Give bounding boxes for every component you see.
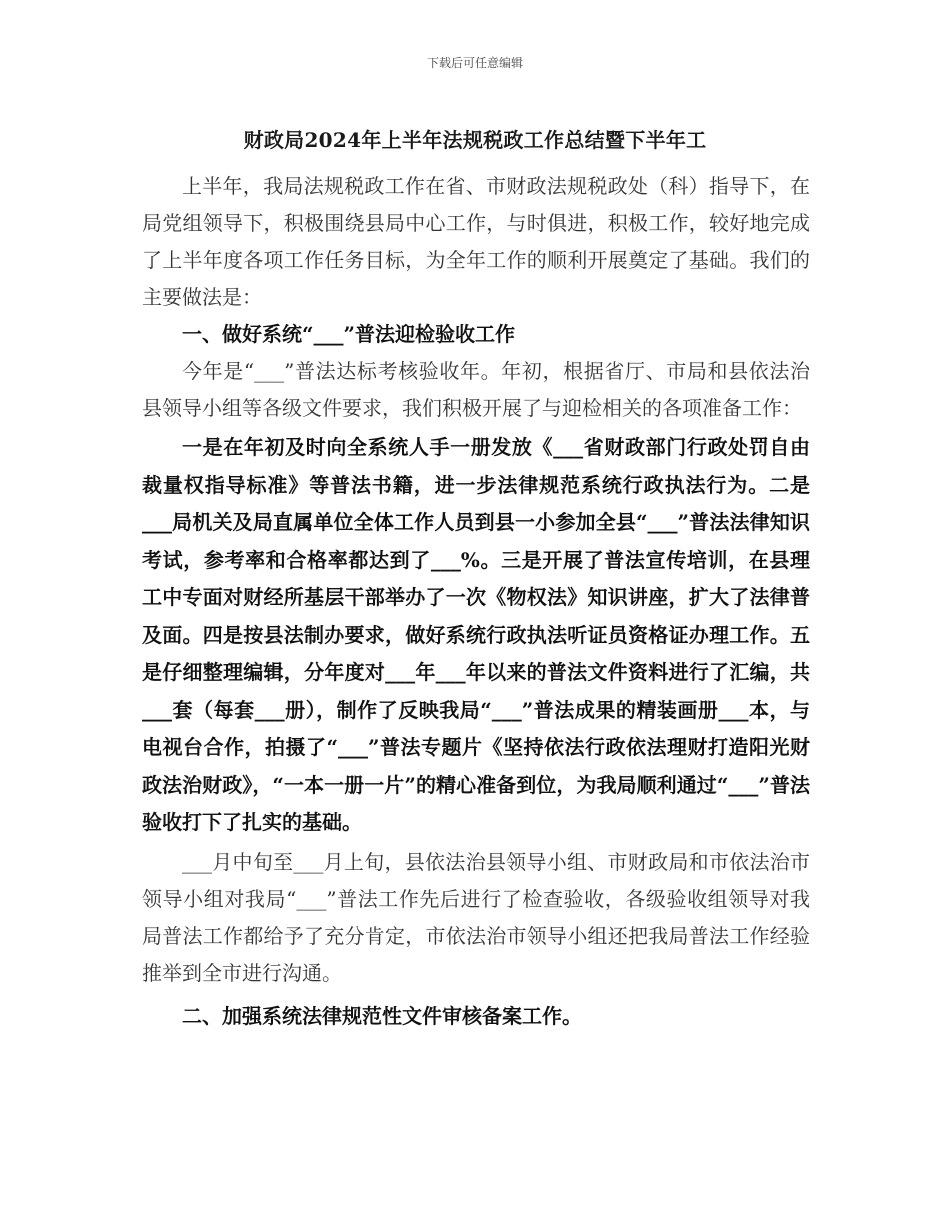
document-body (142, 168, 810, 1035)
document-title: 财政局2024年上半年法规税政工作总结暨下半年工 (243, 128, 707, 152)
paragraph-1: 今年是“___”普法达标考核验收年。年初，根据省厅、市局和县依法治县领导小组等各级文件要求，我们积极开展了与迎检相关的各项准备工作： (142, 359, 810, 420)
paragraph-2: 一是在年初及时向全系统人手一册发放《___省财政部门行政处罚自由裁量权指导标准》等普法书籍，进一步法律规范系统行政执法行为。二是___局机关及局直属单位全体工作人员到县一小参加全县“___”普法法律知识考试，参考率和合格率都达到了___%。三是开展了普法宣传培训，在县理工中专面对财经所基层干部举办了一次《物权法》知识讲座，扩大了法律普及面。四是按县法制办要求，做好系统行政执法听证员资格证办理工作。五是仔细整理编辑，分年度对___年___年以来的普法文件资料进行了汇编，共___套（每套___册），制作了反映我局“___”普法成果的精装画册___本，与电视台合作，拍摄了“___”普法专题片《坚持依法行政依法理财打造阳光财政法治财政》，“一本一册一片”的精心准备到位，为我局顺利通过“___”普法验收打下了扎实的基础。 (142, 435, 810, 834)
intro-paragraph: 上半年，我局法规税政工作在省、市财政法规税政处（科）指导下，在局党组领导下，积极围绕县局中心工作，与时俱进，积极工作，较好地完成了上半年度各项工作任务目标，为全年工作的顺利开展奠定了基础。我们的主要做法是： (142, 174, 810, 309)
header-note: 下载后可任意编辑 (426, 56, 523, 70)
paragraph-3: ___月中旬至___月上旬，县依法治县领导小组、市财政局和市依法治市领导小组对我局“___”普法工作先后进行了检查验收，各级验收组领导对我局普法工作都给予了充分肯定，市依法治市领导小组还把我局普法工作经验推举到全市进行沟通。 (142, 849, 810, 985)
section-heading-2: 二、加强系统法律规范性文件审核备案工作。 (182, 1003, 582, 1028)
section-heading-1: 一、做好系统“___”普法迎检验收工作 (182, 322, 516, 346)
